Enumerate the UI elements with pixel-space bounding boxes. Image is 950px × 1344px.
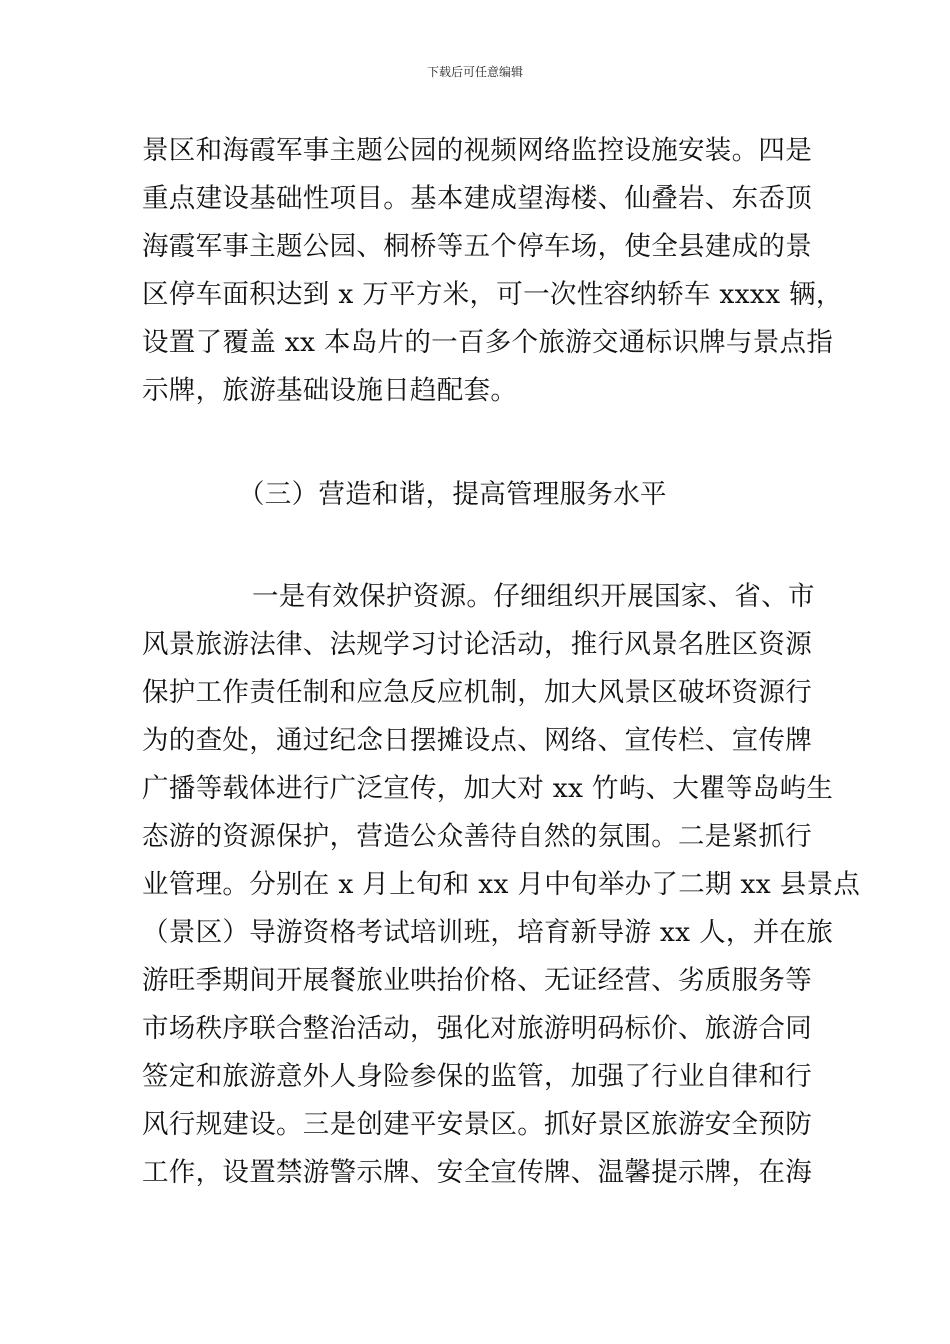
paragraph-line: 游旺季期间开展餐旅业哄抬价格、无证经营、劣质服务等 xyxy=(142,965,812,996)
paragraph-line: 广播等载体进行广泛宣传，加大对 xx 竹屿、大瞿等岛屿生 xyxy=(142,773,834,804)
paragraph-line: 为的查处，通过纪念日摆摊设点、网络、宣传栏、宣传牌 xyxy=(142,725,812,756)
paragraph-line: 业管理。分别在 x 月上旬和 xx 月中旬举办了二期 xx 县景点 xyxy=(142,869,861,900)
section-heading: （三）营造和谐，提高管理服务水平 xyxy=(238,479,667,510)
paragraph-line: 一是有效保护资源。仔细组织开展国家、省、市 xyxy=(252,581,815,612)
paragraph-line: 态游的资源保护，营造公众善待自然的氛围。二是紧抓行 xyxy=(142,821,812,852)
paragraph-line: 签定和旅游意外人身险参保的监管，加强了行业自律和行 xyxy=(142,1061,812,1092)
paragraph-line: 重点建设基础性项目。基本建成望海楼、仙叠岩、东岙顶 xyxy=(142,183,812,214)
paragraph-line: 海霞军事主题公园、桐桥等五个停车场，使全县建成的景 xyxy=(142,231,812,262)
page-header: 下载后可任意编辑 xyxy=(426,65,523,79)
paragraph-line: 设置了覆盖 xx 本岛片的一百多个旅游交通标识牌与景点指 xyxy=(142,327,834,358)
paragraph-line: （景区）导游资格考试培训班，培育新导游 xx 人，并在旅 xyxy=(142,917,834,948)
paragraph-line: 风行规建设。三是创建平安景区。抓好景区旅游安全预防 xyxy=(142,1109,812,1140)
paragraph-line: 示牌，旅游基础设施日趋配套。 xyxy=(142,375,518,406)
paragraph-line: 保护工作责任制和应急反应机制，加大风景区破坏资源行 xyxy=(142,677,812,708)
paragraph-line: 风景旅游法律、法规学习讨论活动，推行风景名胜区资源 xyxy=(142,629,812,660)
paragraph-line: 景区和海霞军事主题公园的视频网络监控设施安装。四是 xyxy=(142,135,812,166)
paragraph-line: 区停车面积达到 x 万平方米，可一次性容纳轿车 xxxx 辆， xyxy=(142,279,843,310)
paragraph-line: 市场秩序联合整治活动，强化对旅游明码标价、旅游合同 xyxy=(142,1013,812,1044)
paragraph-line: 工作，设置禁游警示牌、安全宣传牌、温馨提示牌，在海 xyxy=(142,1157,812,1188)
